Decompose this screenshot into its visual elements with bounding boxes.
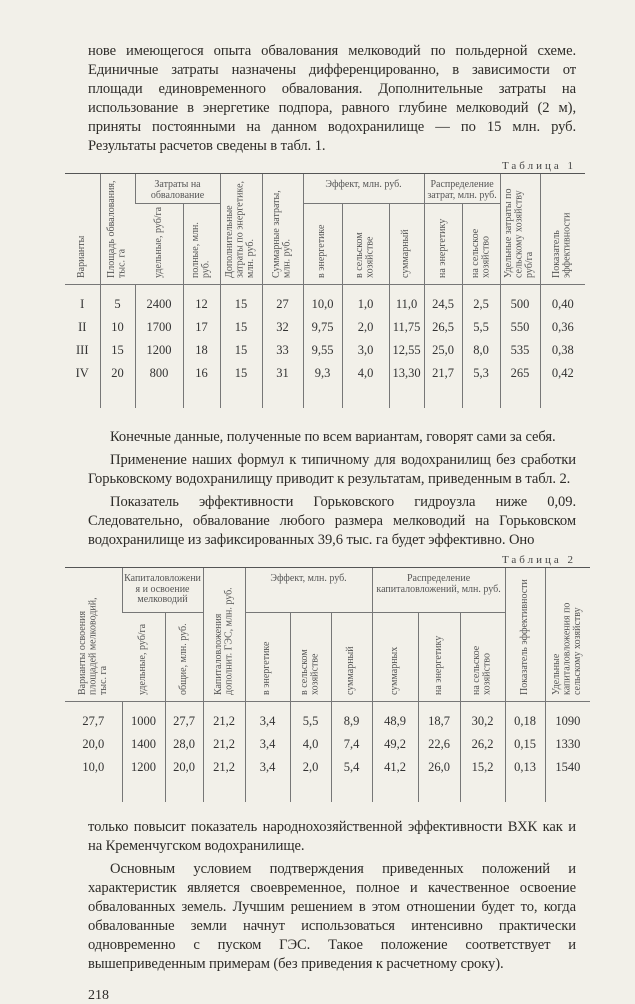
empty-cell (424, 385, 462, 408)
empty-cell (290, 779, 331, 802)
table-cell: 41,2 (372, 756, 418, 779)
empty-cell (331, 779, 372, 802)
empty-cell (500, 385, 540, 408)
table-cell: 2,0 (290, 756, 331, 779)
table-cell: 2,5 (462, 284, 500, 316)
table-cell: 20,0 (165, 756, 203, 779)
header-label: Показатель эффективности (518, 579, 530, 695)
header-label: Суммарные затраты, млн. руб. (271, 190, 293, 278)
table-cell: 26,2 (460, 733, 505, 756)
table-cell: 33 (262, 339, 303, 362)
header-distr-agri (460, 613, 505, 702)
header-variants (65, 568, 122, 702)
empty-cell (165, 779, 203, 802)
table-cell: 500 (500, 284, 540, 316)
empty-cell (220, 385, 262, 408)
table-cell: 8,0 (462, 339, 500, 362)
table-cell: 12,55 (389, 339, 424, 362)
paragraph-main-condition: Основным условием подтверждения приведенных положений и характеристик является своевременное, полное и качественное освоение обвалованных земель. Лучшим решением в этом отношении будет то, когда обвалованные земли начнут использоваться интенсивно практически одновременно с пуском ГЭС. Такое положение соответствует и вышеприведенным примерам (без приведения к расчетному сроку). (88, 861, 576, 972)
table-cell: I (80, 296, 85, 311)
table-cell: 265 (500, 362, 540, 385)
header-distr-sum (372, 613, 418, 702)
table-cell: 5,5 (462, 316, 500, 339)
table-cell: 25,0 (424, 339, 462, 362)
empty-cell (372, 779, 418, 802)
header-capital-group: Капиталовложения и освоение мелководий (122, 568, 203, 613)
table-cell: 15 (220, 316, 262, 339)
empty-cell (245, 779, 290, 802)
header-label: в энергетике (316, 224, 328, 278)
table-cell: 2400 (135, 284, 183, 316)
table-cell: 12 (183, 284, 220, 316)
table-cell: IV (75, 366, 89, 380)
table-cell: 8,9 (331, 701, 372, 733)
header-area (100, 174, 135, 285)
table-cell: 2,0 (342, 316, 389, 339)
empty-cell (262, 385, 303, 408)
table-cell: 7,4 (331, 733, 372, 756)
table-cell: 22,6 (418, 733, 460, 756)
empty-cell (100, 385, 135, 408)
empty-cell (418, 779, 460, 802)
empty-cell (183, 385, 220, 408)
header-eff-sum (331, 613, 372, 702)
header-label: общие, млн. руб. (177, 623, 189, 695)
table-cell: 1090 (545, 701, 590, 733)
table-cell: 550 (500, 316, 540, 339)
header-label: Варианты освоения площадей мелководий, тыс. га (76, 597, 109, 695)
table-cell: 11,0 (389, 284, 424, 316)
table-cell: 3,0 (342, 339, 389, 362)
header-label: Капиталовложения дополнит. ГЭС, млн. руб. (212, 587, 235, 695)
empty-cell (65, 779, 122, 802)
header-label: суммарный (345, 646, 357, 695)
table-cell: II (78, 320, 87, 334)
header-label: на энергетику (436, 218, 448, 278)
empty-cell (122, 779, 165, 802)
header-distr-energy (424, 204, 462, 285)
table-cell: 3,4 (245, 733, 290, 756)
table-row (65, 701, 590, 733)
header-index (505, 568, 545, 702)
table-cell: 5,5 (290, 701, 331, 733)
header-unit-agri (500, 174, 540, 285)
table1-caption: Таблица 1 (501, 160, 576, 172)
page-number: 218 (88, 988, 109, 1003)
table-cell: 18,7 (418, 701, 460, 733)
table-cell: 4,0 (290, 733, 331, 756)
table-cell: 5,3 (462, 362, 500, 385)
table-cell: 13,30 (389, 362, 424, 385)
table-cell: III (76, 343, 89, 357)
header-label: Удельные капиталовложения по сельскому хозяйству (551, 602, 584, 695)
empty-cell (303, 385, 342, 408)
header-label: суммарный (400, 229, 412, 278)
table-cell: 9,55 (303, 339, 342, 362)
table-cell: 1200 (122, 756, 165, 779)
table-2 (65, 567, 590, 802)
table-cell: 5,4 (331, 756, 372, 779)
header-variants (65, 174, 100, 285)
header-costs-group: Затраты на обвалование (135, 174, 220, 204)
header-effect-group: Эффект, млн. руб. (303, 174, 424, 204)
table-cell: 0,42 (540, 362, 585, 385)
table-cell: 9,75 (303, 316, 342, 339)
page-content (65, 0, 590, 1004)
header-index (540, 174, 585, 285)
header-cap-total (165, 613, 203, 702)
table-cell: 18 (183, 339, 220, 362)
table-cell: 3,4 (245, 701, 290, 733)
table-cell: 17 (183, 316, 220, 339)
table-row (65, 362, 585, 385)
table-cell: 800 (135, 362, 183, 385)
table-cell: 10,0 (82, 760, 105, 774)
header-eff-agri (290, 613, 331, 702)
header-eff-energy (303, 204, 342, 285)
table-row (65, 756, 590, 779)
header-sum-costs (262, 174, 303, 285)
empty-cell (540, 385, 585, 408)
table-cell: 535 (500, 339, 540, 362)
header-label: удельные, руб/га (137, 623, 148, 695)
table-cell: 21,2 (203, 733, 245, 756)
table-cell: 21,7 (424, 362, 462, 385)
table-cell: 21,2 (203, 701, 245, 733)
table-cell: 15 (100, 339, 135, 362)
header-distribution-group: Распределение затрат, млн. руб. (424, 174, 500, 204)
table-cell: 1330 (545, 733, 590, 756)
table-row (65, 339, 585, 362)
table-cell: 49,2 (372, 733, 418, 756)
table-cell: 10,0 (303, 284, 342, 316)
header-label: Дополнительные затраты по энергетике, млн. руб. (224, 180, 257, 278)
empty-cell (462, 385, 500, 408)
table-bottom-padding (65, 385, 585, 408)
header-label: на сельское хозяйство (469, 228, 492, 278)
table-cell: 1,0 (342, 284, 389, 316)
table-cell: 3,4 (245, 756, 290, 779)
header-eff-sum (389, 204, 424, 285)
table-cell: 16 (183, 362, 220, 385)
paragraph-intro: нове имеющегося опыта обвалования мелководий по польдерной схеме. Единичные затраты назначены дифференцированно, в зависимости от площади единовременного обвалования. Дополнительные затраты на использование в энергетике подпора, равного глубине мелководий (2 м), приняты постоянными на данном водохранилище — по 15 млн. руб. Результаты расчетов сведены в табл. 1. (88, 43, 576, 154)
header-cap-unit (122, 613, 165, 702)
empty-cell (545, 779, 590, 802)
table-cell: 24,5 (424, 284, 462, 316)
paragraph-efficiency: Показатель эффективности Горьковского гидроузла ниже 0,09. Следовательно, обвалование любого размера мелководий на Горьковском водохранилище из зафиксированных 39,6 тыс. га будет эффективно. Оно (88, 494, 576, 548)
table-cell: 26,5 (424, 316, 462, 339)
paragraph-conclusion: Конечные данные, полученные по всем вариантам, говорят сами за себя. (110, 429, 556, 445)
paragraph-continuation: только повысит показатель народнохозяйственной эффективности ВХК как и на Кременчугском водохранилище. (88, 819, 576, 854)
header-distr-agri (462, 204, 500, 285)
header-label: на энергетику (432, 635, 444, 695)
header-distribution-group: Распределение капиталовложений, млн. руб. (372, 568, 505, 613)
header-distr-energy (418, 613, 460, 702)
table-cell: 30,2 (460, 701, 505, 733)
paragraph-gorky: Применение наших формул к типичному для водохранилищ без сработки Горьковскому водохранилищу приводит к результатам, приведенным в табл. 2. (88, 452, 576, 487)
table-cell: 1700 (135, 316, 183, 339)
table-cell: 32 (262, 316, 303, 339)
empty-cell (203, 779, 245, 802)
table-cell: 31 (262, 362, 303, 385)
header-label: Варианты (76, 235, 87, 278)
table2-body (65, 701, 590, 802)
table-row (65, 316, 585, 339)
header-label: в сельском хозяйстве (299, 649, 321, 695)
table-cell: 0,36 (540, 316, 585, 339)
table-cell: 15 (220, 362, 262, 385)
table-1 (65, 173, 585, 408)
header-label: Площадь обвалования, тыс. га (106, 180, 128, 278)
empty-cell (389, 385, 424, 408)
table-cell: 11,75 (389, 316, 424, 339)
table-cell: 4,0 (342, 362, 389, 385)
header-label: суммарных (388, 646, 400, 695)
table-cell: 15 (220, 284, 262, 316)
header-costs-total (183, 204, 220, 285)
table-cell: 15,2 (460, 756, 505, 779)
table-cell: 0,15 (505, 733, 545, 756)
table-cell: 0,18 (505, 701, 545, 733)
table1-body (65, 284, 585, 408)
table-cell: 0,40 (540, 284, 585, 316)
table-row (65, 284, 585, 316)
table-row (65, 733, 590, 756)
header-capital-hes (203, 568, 245, 702)
header-label: Показатель эффективности (551, 212, 573, 278)
header-eff-agri (342, 204, 389, 285)
table-cell: 10 (100, 316, 135, 339)
table-cell: 1540 (545, 756, 590, 779)
header-label: Удельные затраты по сельскому хозяйству руб/га (503, 188, 536, 278)
table-cell: 0,38 (540, 339, 585, 362)
table-cell: 20 (100, 362, 135, 385)
table-cell: 27,7 (165, 701, 203, 733)
table-cell: 1400 (122, 733, 165, 756)
table-cell: 27 (262, 284, 303, 316)
table-cell: 15 (220, 339, 262, 362)
table-cell: 9,3 (303, 362, 342, 385)
header-label: удельные, руб/га (152, 206, 164, 278)
header-label: в сельском хозяйстве (354, 232, 376, 278)
table-cell: 21,2 (203, 756, 245, 779)
table-cell: 48,9 (372, 701, 418, 733)
table-cell: 1200 (135, 339, 183, 362)
empty-cell (65, 385, 100, 408)
table-cell: 1000 (122, 701, 165, 733)
empty-cell (505, 779, 545, 802)
empty-cell (342, 385, 389, 408)
table-cell: 0,13 (505, 756, 545, 779)
table-bottom-padding (65, 779, 590, 802)
table-cell: 27,7 (82, 713, 105, 728)
header-label: на сельское хозяйство (471, 645, 493, 695)
header-label: полные, млн. руб. (190, 222, 212, 278)
table-cell: 5 (100, 284, 135, 316)
header-effect-group: Эффект, млн. руб. (245, 568, 372, 613)
empty-cell (460, 779, 505, 802)
header-label: в энергетике (261, 641, 273, 695)
header-eff-energy (245, 613, 290, 702)
header-unit-agri (545, 568, 590, 702)
header-extra-costs (220, 174, 262, 285)
table-cell: 26,0 (418, 756, 460, 779)
empty-cell (135, 385, 183, 408)
table-cell: 20,0 (82, 737, 105, 751)
table2-caption: Таблица 2 (501, 554, 576, 566)
header-costs-unit (135, 204, 183, 285)
table-cell: 28,0 (165, 733, 203, 756)
